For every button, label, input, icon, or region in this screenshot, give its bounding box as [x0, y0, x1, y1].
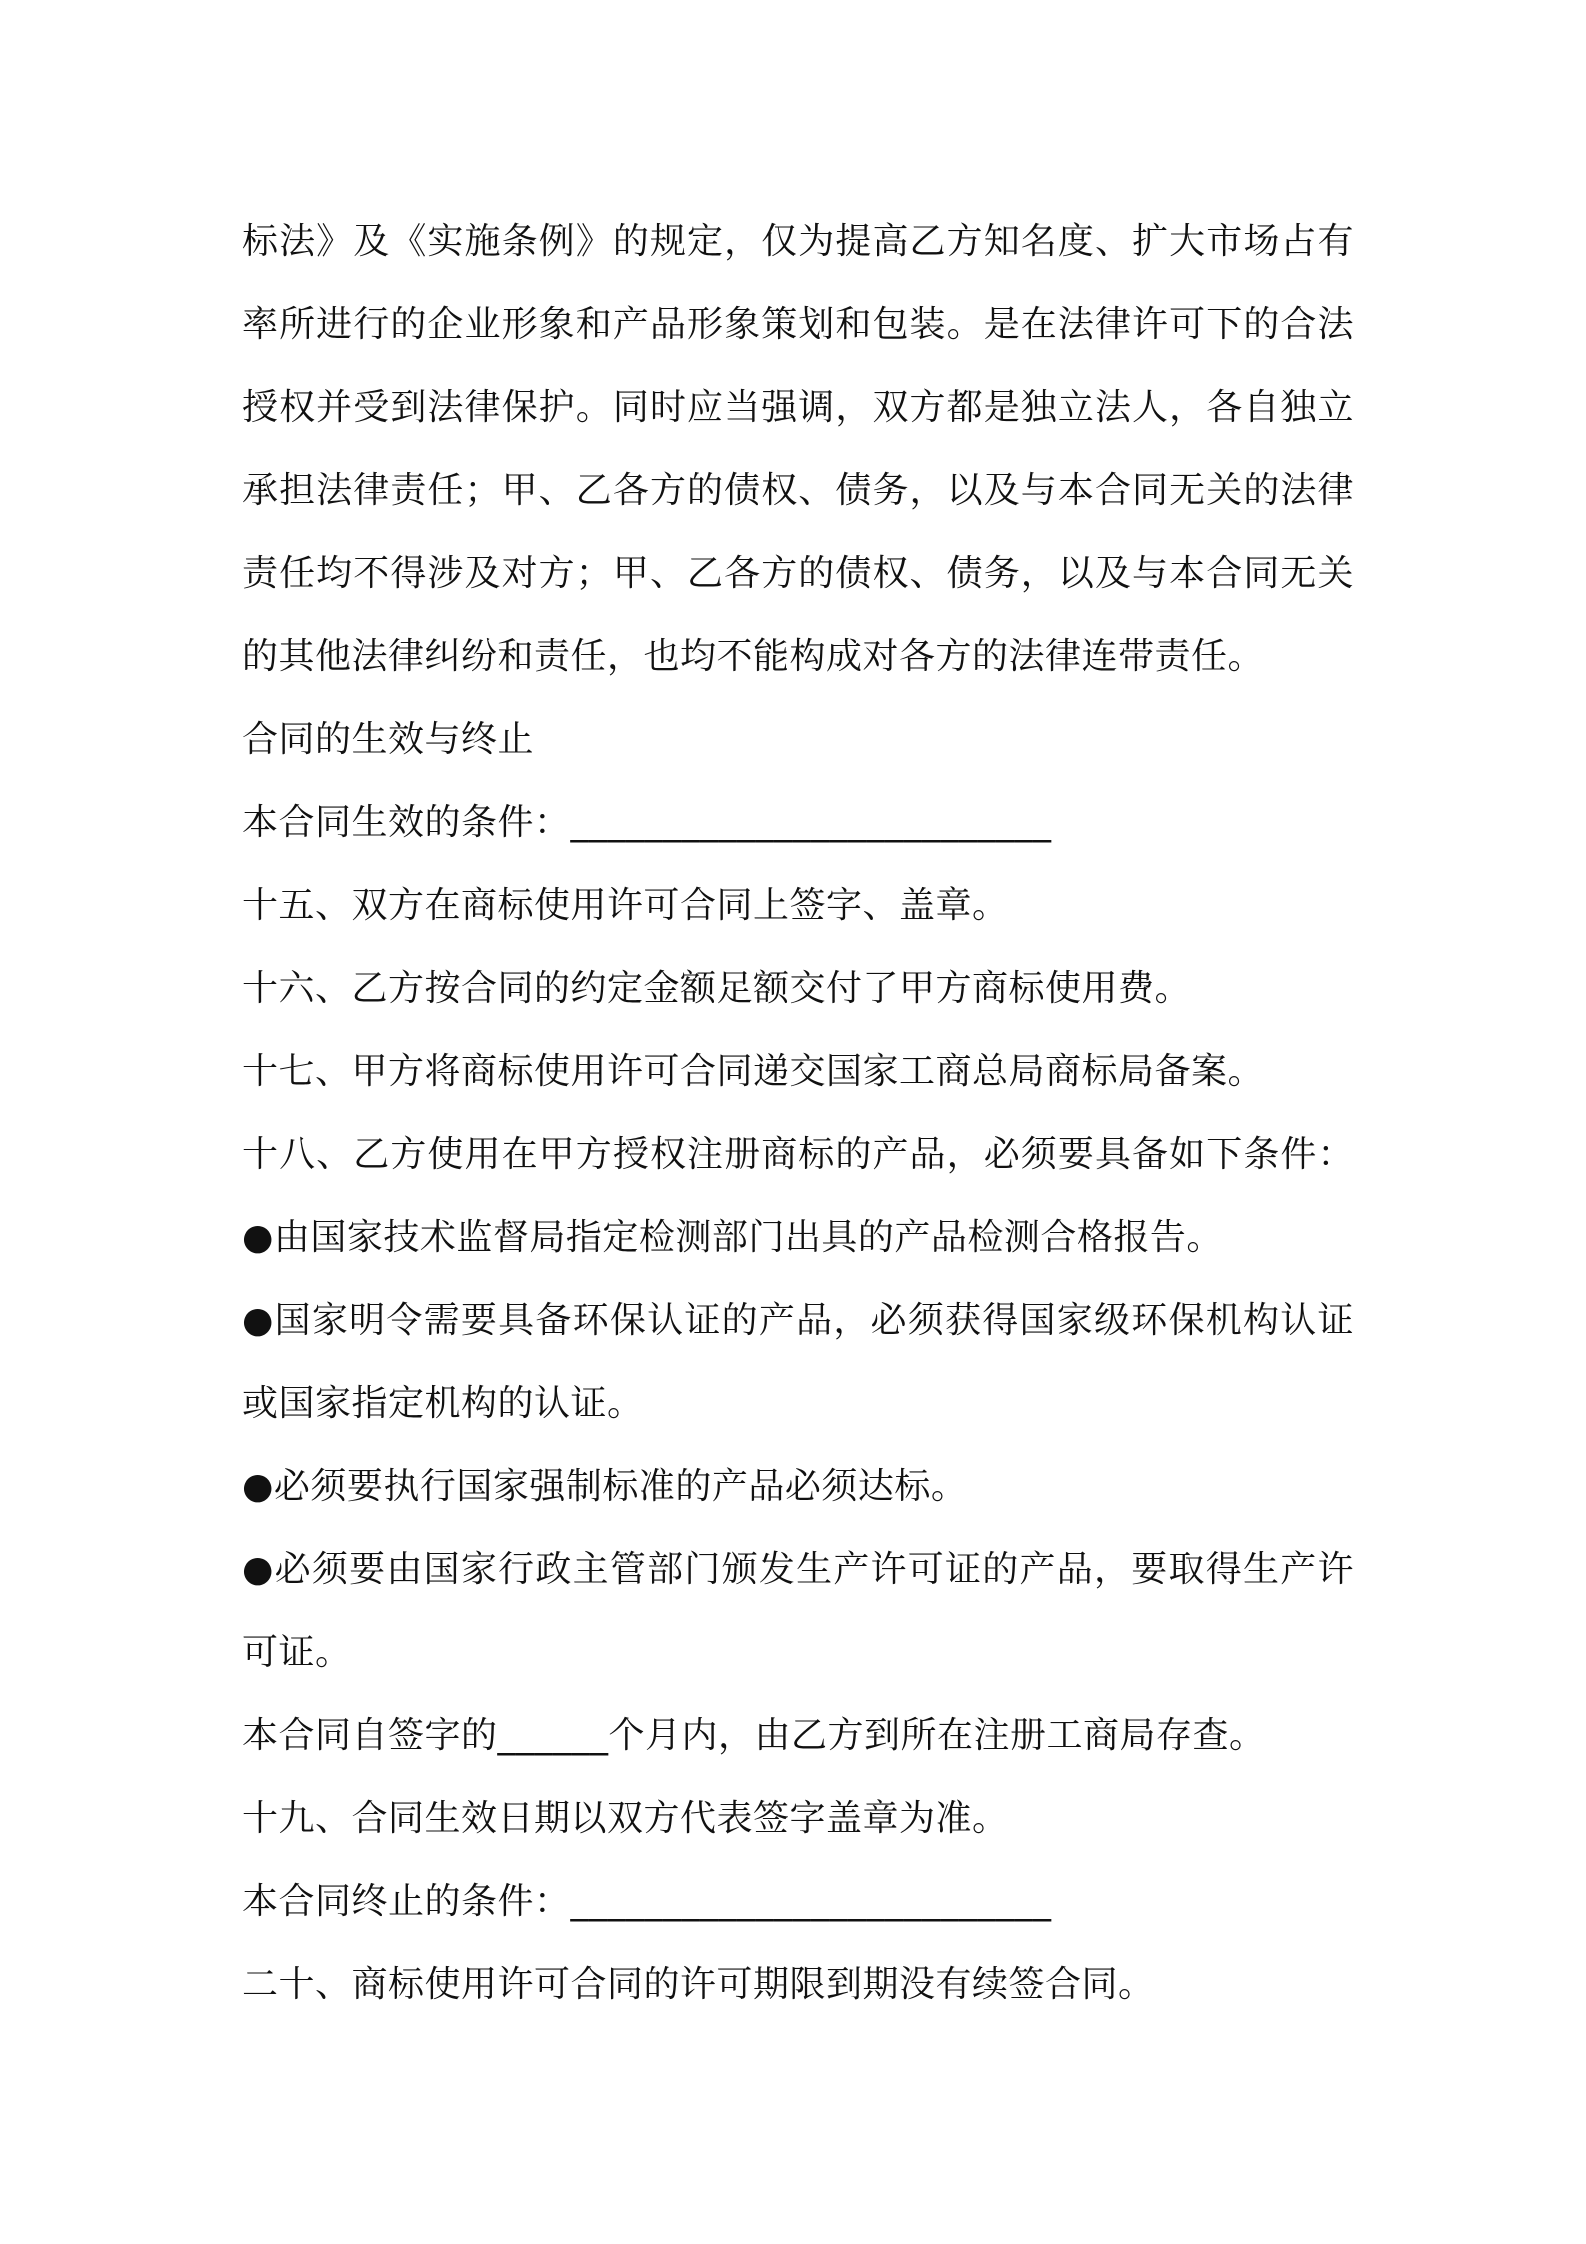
paragraph-line: 率所进行的企业形象和产品形象策划和包装。是在法律许可下的合法: [242, 304, 1354, 345]
paragraph-line: 承担法律责任；甲、乙各方的债权、债务，以及与本合同无关的法律: [242, 470, 1354, 511]
paragraph-line: 的其他法律纠纷和责任，也均不能构成对各方的法律连带责任。: [242, 636, 1265, 677]
document-body: [242, 200, 1362, 2026]
bullet-item: ●必须要由国家行政主管部门颁发生产许可证的产品，要取得生产许: [242, 1549, 1354, 1590]
termination-condition-blank: 本合同终止的条件：__________________________: [242, 1881, 1052, 1922]
section-heading: 合同的生效与终止: [242, 719, 535, 760]
clause-19: 十九、合同生效日期以双方代表签字盖章为准。: [242, 1798, 1009, 1839]
filing-deadline-line: 本合同自签字的______个月内，由乙方到所在注册工商局存查。: [242, 1715, 1266, 1756]
clause-16: 十六、乙方按合同的约定金额足额交付了甲方商标使用费。: [242, 968, 1192, 1009]
paragraph-line: 标法》及《实施条例》的规定，仅为提高乙方知名度、扩大市场占有: [242, 221, 1354, 262]
bullet-item: ●必须要执行国家强制标准的产品必须达标。: [242, 1466, 968, 1507]
bullet-item-continuation: 或国家指定机构的认证。: [242, 1383, 644, 1424]
paragraph-line: 责任均不得涉及对方；甲、乙各方的债权、债务，以及与本合同无关: [242, 553, 1354, 594]
bullet-item: ●国家明令需要具备环保认证的产品，必须获得国家级环保机构认证: [242, 1300, 1354, 1341]
clause-17: 十七、甲方将商标使用许可合同递交国家工商总局商标局备案。: [242, 1051, 1265, 1092]
bullet-item-continuation: 可证。: [242, 1632, 352, 1673]
effective-condition-blank: 本合同生效的条件：__________________________: [242, 802, 1052, 843]
bullet-item: ●由国家技术监督局指定检测部门出具的产品检测合格报告。: [242, 1217, 1223, 1258]
paragraph-line: 授权并受到法律保护。同时应当强调，双方都是独立法人，各自独立: [242, 387, 1354, 428]
clause-20: 二十、商标使用许可合同的许可期限到期没有续签合同。: [242, 1964, 1155, 2005]
clause-15: 十五、双方在商标使用许可合同上签字、盖章。: [242, 885, 1009, 926]
clause-18: 十八、乙方使用在甲方授权注册商标的产品，必须要具备如下条件：: [242, 1134, 1354, 1175]
